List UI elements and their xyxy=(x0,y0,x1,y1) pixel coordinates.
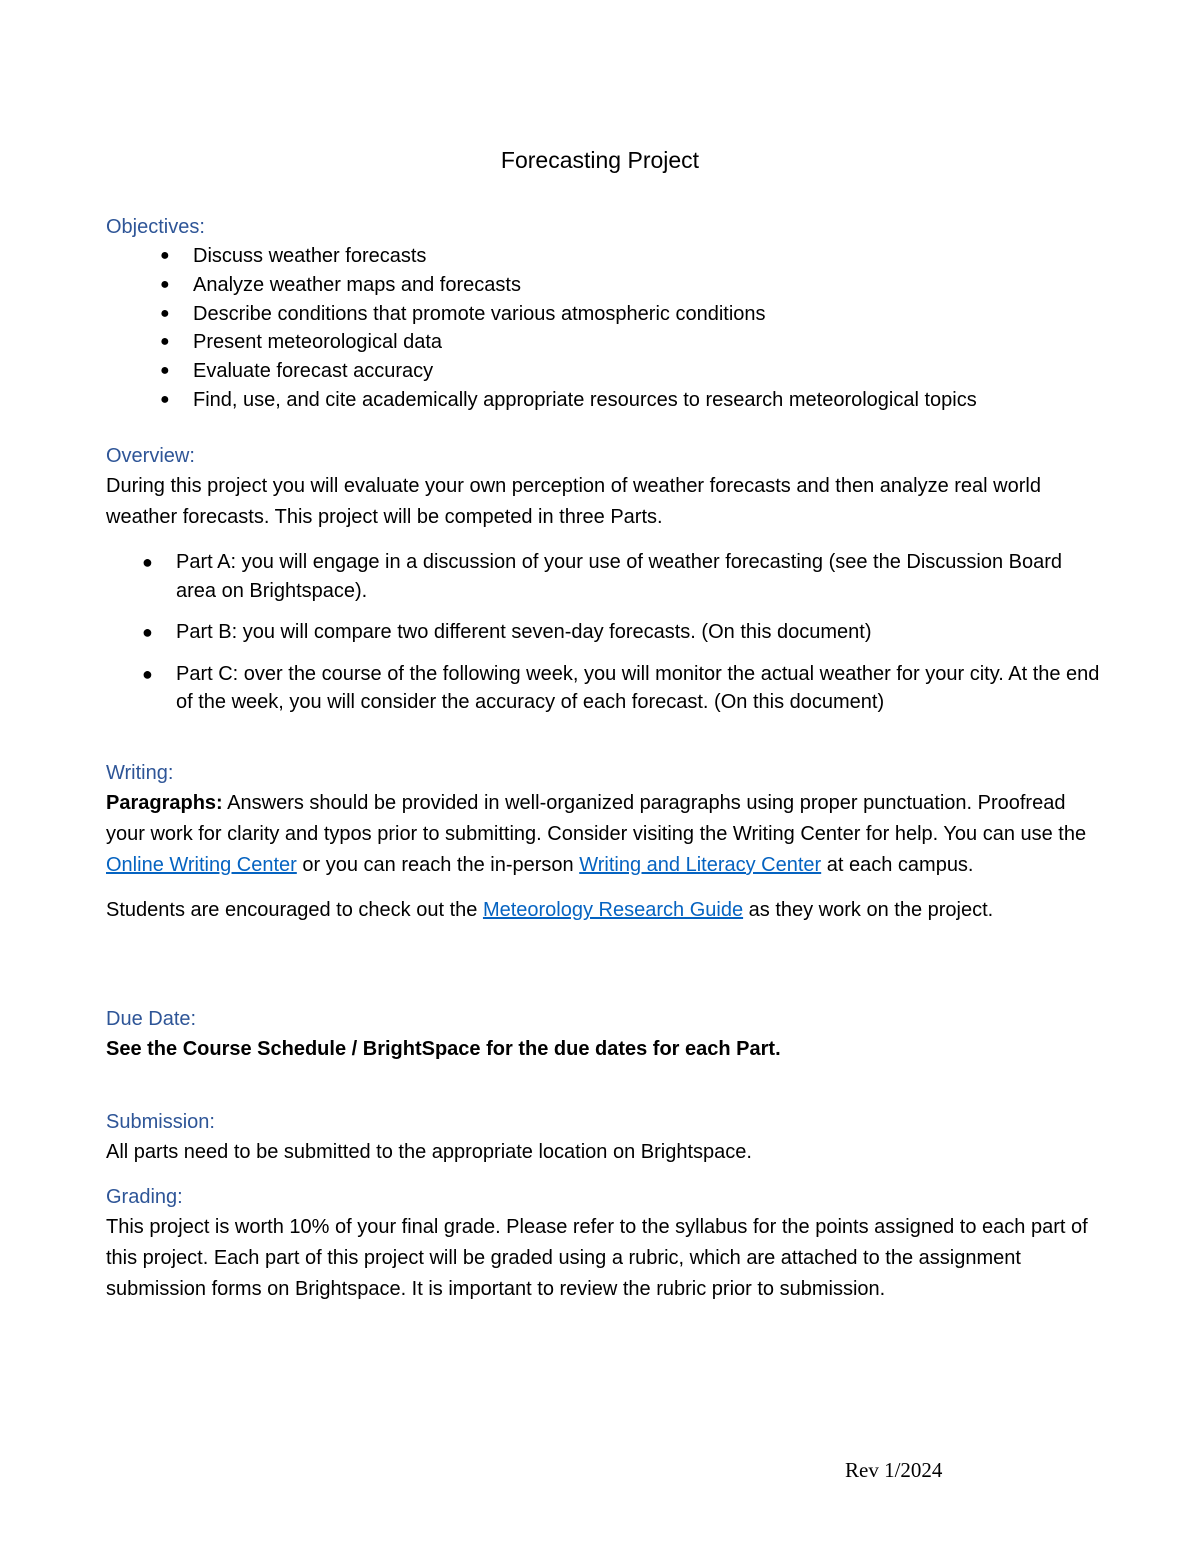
list-item: ● Evaluate forecast accuracy xyxy=(106,357,1106,386)
list-item: ● Describe conditions that promote various atmospheric conditions xyxy=(106,300,1106,329)
list-item: ● Discuss weather forecasts xyxy=(106,242,1106,271)
overview-section xyxy=(106,441,1106,730)
objectives-heading: Objectives: xyxy=(106,216,205,238)
writing-heading: Writing: xyxy=(106,762,174,784)
grading-text: This project is worth 10% of your final grade. Please refer to the syllabus for the points assigned to each part of this project. Each part of this project will be graded using a rubric, which are attached to the assignment submission forms on Brightspace. It is important to review the rubric prior to submission. xyxy=(106,1216,1088,1300)
list-item: ● Part B: you will compare two different seven-day forecasts. (On this document) xyxy=(106,618,1106,647)
meteorology-research-guide-link[interactable]: Meteorology Research Guide xyxy=(482,899,744,921)
due-date-heading: Due Date: xyxy=(106,1008,197,1030)
list-item: ● Part C: over the course of the following week, you will monitor the actual weather for your city. At the end of the week, you will consider the accuracy of each forecast. (On this document) xyxy=(106,660,1106,717)
list-item: ● Find, use, and cite academically appropriate resources to research meteorological topics xyxy=(106,386,1106,415)
objectives-list xyxy=(106,242,1106,415)
bullet-icon: ● xyxy=(142,663,153,684)
page-title: Forecasting Project xyxy=(500,147,700,173)
revision-footer: Rev 1/2024 xyxy=(845,1458,943,1482)
due-date-text: See the Course Schedule / BrightSpace for the due dates for each Part. xyxy=(106,1038,781,1060)
overview-intro: During this project you will evaluate your own perception of weather forecasts and then analyze real world weather forecasts. This project will be competed in three Parts. xyxy=(106,475,1041,528)
grading-section xyxy=(106,1182,1106,1305)
objectives-section xyxy=(106,212,1106,415)
bullet-icon: ● xyxy=(160,275,170,293)
list-item: ● Present meteorological data xyxy=(106,328,1106,357)
writing-section xyxy=(106,758,1106,926)
list-item: ● Analyze weather maps and forecasts xyxy=(106,271,1106,300)
writing-paragraph: Paragraphs: Answers should be provided in well-organized paragraphs using proper punctuation. Proofread your work for clarity and typos prior to submitting. Consider visiting the Writing Center for help. You can use the Online Writing Center or you can reach the in-person Writing and Literacy Center at each campus. xyxy=(106,792,1087,876)
due-date-section xyxy=(106,1004,1106,1065)
paragraphs-label: Paragraphs: xyxy=(106,792,223,814)
submission-section xyxy=(106,1107,1106,1168)
writing-literacy-center-link[interactable]: Writing and Literacy Center xyxy=(579,854,822,876)
bullet-icon: ● xyxy=(160,333,170,351)
parts-list xyxy=(106,548,1106,717)
grading-heading: Grading: xyxy=(106,1186,183,1208)
list-item: ● Part A: you will engage in a discussion of your use of weather forecasting (see the Discussion Board area on Brightspace). xyxy=(106,548,1106,605)
bullet-icon: ● xyxy=(142,552,153,572)
bullet-icon: ● xyxy=(142,622,153,642)
bullet-icon: ● xyxy=(160,362,170,380)
overview-heading: Overview: xyxy=(106,445,195,467)
bullet-icon: ● xyxy=(160,304,170,322)
submission-heading: Submission: xyxy=(106,1111,215,1133)
research-guide-paragraph: Students are encouraged to check out the Meteorology Research Guide as they work on the project. xyxy=(106,899,994,921)
submission-text: All parts need to be submitted to the appropriate location on Brightspace. xyxy=(106,1141,752,1163)
bullet-icon: ● xyxy=(160,247,170,264)
online-writing-center-link[interactable]: Online Writing Center xyxy=(106,854,297,876)
bullet-icon: ● xyxy=(160,390,170,408)
